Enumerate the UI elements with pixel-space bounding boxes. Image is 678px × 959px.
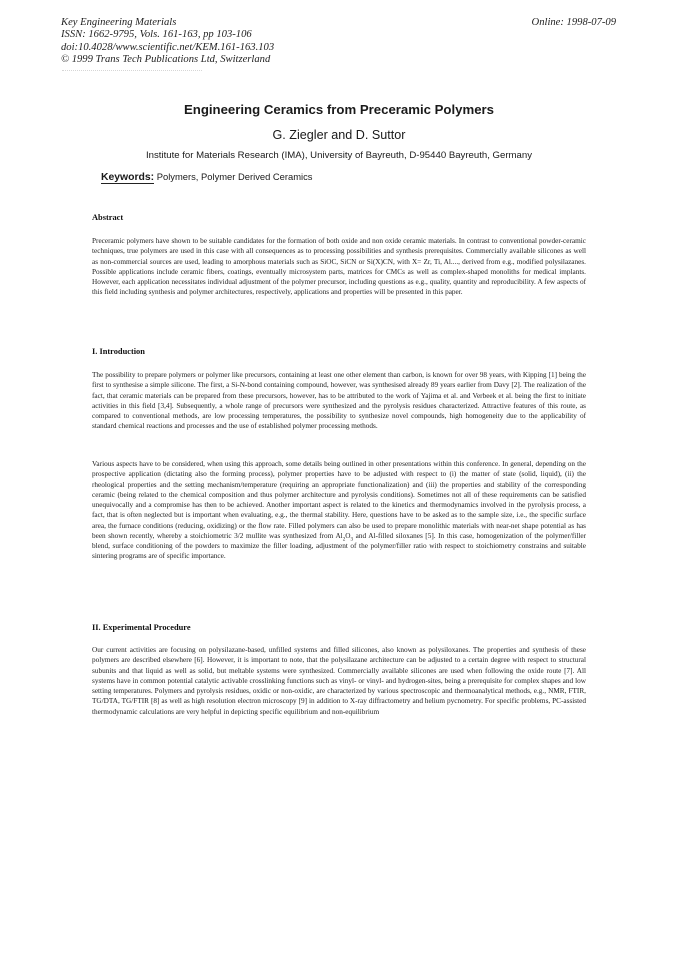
citation-block bbox=[61, 17, 274, 67]
abstract-text: Preceramic polymers have shown to be suitable candidates for the formation of both oxide and non oxide ceramic materials. In contrast to conventional powder-ceramic techniques, true polymers are used in this case with all consequences as to processing possibilities and synthesis prerequisites. Commercially available silicones as well as non-commercial sources are used, leading to amorphous materials such as SiOC, SiCN or Si(X)CN, with X= Zr, Ti, Al...., derived from e.g., modified polysilazanes. Possible applications include ceramic fibers, coatings, eventually microsystem parts, matrices for CMCs as well as complex-shaped monoliths for medical implants. However, each application necessitates individual adjustment of the polymer precursor, including questions as e.g., quality, quantity and reproducibility. A few aspects of this field including synthesis and polymer architectures, respectively, applications and properties will be presented in this paper. bbox=[92, 237, 586, 297]
keywords-value: Polymers, Polymer Derived Ceramics bbox=[156, 171, 313, 182]
experimental-paragraph-1: Our current activities are focusing on polysilazane-based, unfilled systems and filled silicones, also known as polysiloxanes. The properties and synthesis of these polymers are described elsewhere [6]. However, it is important to note, that the polysilazane architecture can be adjusted to a certain degree with respect to structural subunits and that liquid as well as solid, but meltable systems were synthesized. Commercially available silicones are used when following the oxide route [7]. All systems have in common potential catalytic activable crosslinking functions such as vinyl- or vinyl- and hydrogen-sites, being a prerequisite for complex shapes and low setting temperatures. Polymers and pyrolysis residues, oxidic or non-oxidic, are characterized by various spectroscopic and thermoanalytical methods, e.g., NMR, FTIR, TG/DTA, TG/FTIR [8] as well as high resolution electron microscopy [9] in addition to X-ray diffractometry and helium pycnometry. For specific problems, PC-assisted thermodynamic calculations are very helpful in depicting specific equilibrium and non-equilibrium bbox=[92, 646, 586, 716]
introduction-heading: I. Introduction bbox=[92, 347, 145, 356]
copyright-line: © 1999 Trans Tech Publications Ltd, Switzerland bbox=[61, 54, 271, 66]
keywords-label: Keywords: bbox=[101, 172, 155, 183]
subscript-3: 3 bbox=[350, 536, 354, 543]
keywords-line bbox=[101, 171, 313, 183]
abstract-heading: Abstract bbox=[92, 213, 124, 222]
issn-line: ISSN: 1662-9795, Vols. 161-163, pp 103-106 bbox=[61, 29, 252, 41]
paper-authors: G. Ziegler and D. Suttor bbox=[272, 128, 406, 142]
journal-name: Key Engineering Materials bbox=[61, 17, 177, 28]
subscript-2: 2 bbox=[342, 536, 346, 543]
doi-line: doi:10.4028/www.scientific.net/KEM.161-163.103 bbox=[61, 41, 275, 53]
paper-affiliation: Institute for Materials Research (IMA), University of Bayreuth, D-95440 Bayreuth, Germany bbox=[145, 150, 533, 161]
introduction-paragraph-2-rest: and Al-filled siloxanes [5]. In this case, homogenization of the polymer/filler blend, surface conditioning of the powders to maximize the filler loading, adjustment of the polymer/filler ratio with respect to stoichiometry constrains and suitable sintering programs are of specific importance. bbox=[92, 531, 586, 561]
online-date: Online: 1998-07-09 bbox=[531, 17, 616, 28]
introduction-paragraph-1: The possibility to prepare polymers or polymer like precursors, containing at least one other element than carbon, is known for over 98 years, with Kipping [1] being the first to synthesise a simple silicone. The first, a Si-N-bond containing compound, however, was synthesised already 89 years earlier from Davy [2]. The realization of the fact, that ceramic materials can be prepared from these precursors, however, has to be attributed to the work of Yajima et al. and Verbeek et al. being the first to initiate activities in this field [3,4]. Subsequently, a whole range of precursors were synthesized and the pyrolysis residues characterized. Attractive features of this route, as compared to conventional methods, are low processing temperatures, the possibility to synthesize novel compounds, high homogeneity due to the applicability of standard chemical reactions and processes and the use of established polymer processing methods. bbox=[92, 371, 586, 431]
introduction-paragraph-2-text: Various aspects have to be considered, when using this approach, some details being outlined in other presentations within this conference. In general, depending on the prospective application (dictating also the forming process), polymer properties have to be adjusted with respect to (i) the matter of state (solid, liquid), (ii) the rheological properties and the setting mechanism/temperature (requiring an appropriate functionalization) and (iii) the properties and stability of the corresponding ceramic (being related to the chemical composition and thus polymer architecture and pyrolysis conditions). Sometimes not all of these requirements can be satisfied unequivocally and a compromise has then to be achieved. Another important aspect is related to the kinetics and thermodynamics involved in the pyrolysis process, a fact, that is often neglected but is important when evaluating, e.g., the thermal stability. Here, questions have to be asked as to the sample size, i.e., the specific surface area, the furnace conditions (reducing, oxidizing) or the flow rate. Filled polymers can also be used to prepare monolithic materials with near-net shape potential as has been shown recently, whereby a stoichiometric 3/2 mullite was synthesized from Al bbox=[92, 460, 586, 540]
faded-header-remnant bbox=[62, 70, 202, 74]
oxygen-symbol: O bbox=[345, 531, 351, 540]
experimental-heading: II. Experimental Procedure bbox=[92, 623, 191, 632]
paper-title: Engineering Ceramics from Preceramic Polymers bbox=[183, 102, 495, 117]
introduction-paragraph-2 bbox=[92, 459, 586, 562]
